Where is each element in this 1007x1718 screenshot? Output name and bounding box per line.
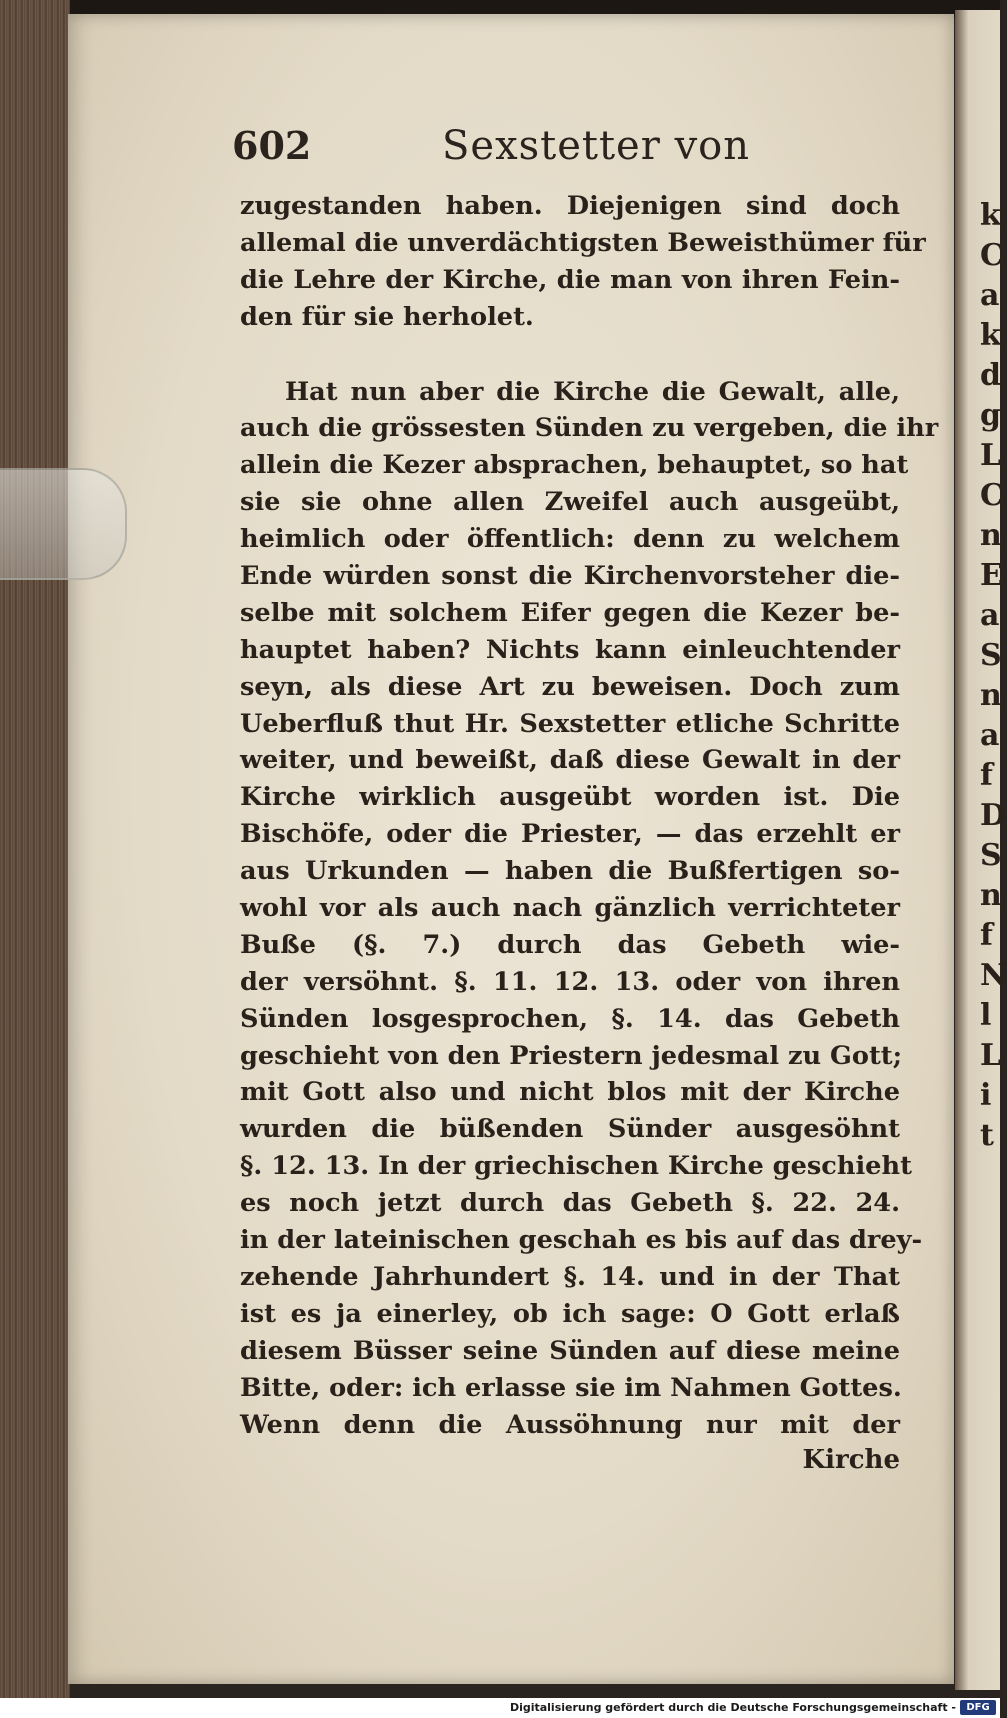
paragraph-2 <box>240 374 939 1444</box>
page-number: 602 <box>232 123 312 168</box>
facing-page-glyph: a <box>980 278 1000 313</box>
text-line: weiter, und beweißt, daß diese Gewalt in der <box>240 745 900 776</box>
facing-page-glyph: L <box>980 438 1002 473</box>
facing-page-glyph: C <box>980 238 1004 273</box>
text-line: auch die grössesten Sünden zu vergeben, die ihr <box>240 413 939 444</box>
facing-page-glyph: t <box>980 1118 994 1153</box>
facing-page-glyph: f <box>980 758 993 793</box>
facing-page-glyph: E <box>980 558 1003 593</box>
facing-page-glyph: S <box>980 838 1002 873</box>
dfg-logo: DFG <box>960 1700 996 1715</box>
text-line: selbe mit solchem Eifer gegen die Kezer be- <box>240 597 900 628</box>
text-line: wurden die büßenden Sünder ausgesöhnt <box>240 1114 900 1145</box>
book-page-edges <box>0 0 70 1718</box>
facing-page-glyph: C <box>980 478 1004 513</box>
text-line: Sünden losgesprochen, §. 14. das Gebeth <box>240 1003 900 1034</box>
text-line: die Lehre der Kirche, die man von ihren Fein- <box>240 264 900 295</box>
text-line: zehende Jahrhundert §. 14. und in der That <box>240 1261 900 1292</box>
text-line: sie sie ohne allen Zweifel auch ausgeübt, <box>240 487 900 518</box>
text-line: Kirche wirklich ausgeübt worden ist. Die <box>240 782 900 813</box>
text-line: diesem Büsser seine Sünden auf diese meine <box>240 1335 900 1366</box>
facing-page-glyph: n <box>980 878 1002 913</box>
facing-page-glyph: k <box>980 198 1001 233</box>
text-line: hauptet haben? Nichts kann einleuchtender <box>240 634 900 665</box>
text-line: zugestanden haben. Diejenigen sind doch <box>240 191 900 221</box>
facing-page-glyph: n <box>980 518 1002 553</box>
text-line: heimlich oder öffentlich: denn zu welchem <box>240 524 900 555</box>
facing-page-glyph: n <box>980 678 1002 713</box>
facing-page-glyph: L <box>980 1038 1002 1073</box>
facing-page-glyph: g <box>980 398 1001 433</box>
text-line: in der lateinischen geschah es bis auf das drey- <box>240 1225 923 1256</box>
text-line: Buße (§. 7.) durch das Gebeth wie- <box>240 929 900 960</box>
facing-page-glyph: S <box>980 638 1002 673</box>
text-line: Bitte, oder: ich erlasse sie im Nahmen Gottes. <box>240 1372 902 1403</box>
text-line: ist es ja einerley, ob ich sage: O Gott erlaß <box>240 1298 900 1329</box>
facing-page-glyph: a <box>980 598 1000 633</box>
text-line: aus Urkunden — haben die Bußfertigen so- <box>240 856 900 887</box>
facing-page-glyph: l <box>980 998 992 1033</box>
facing-page-fragments <box>980 196 1007 1156</box>
page-clip <box>0 468 127 580</box>
text-line: seyn, als diese Art zu beweisen. Doch zum <box>240 671 900 702</box>
facing-page-glyph: i <box>980 1078 992 1113</box>
text-line: den für sie herholet. <box>240 301 534 332</box>
text-line: wohl vor als auch nach gänzlich verrichteter <box>240 893 900 924</box>
facing-page-glyph: f <box>980 918 993 953</box>
text-line: allein die Kezer absprachen, behauptet, so hat <box>240 450 909 481</box>
text-line: mit Gott also und nicht blos mit der Kirche <box>240 1077 900 1108</box>
text-line: es noch jetzt durch das Gebeth §. 22. 24. <box>240 1188 900 1219</box>
facing-page-glyph: D <box>980 798 1007 833</box>
text-line: Wenn denn die Aussöhnung nur mit der <box>240 1409 900 1440</box>
page-header <box>232 118 912 178</box>
facing-page-glyph: N <box>980 958 1007 993</box>
facing-page-glyph: k <box>980 318 1001 353</box>
digitization-credit: Digitalisierung gefördert durch die Deutsche Forschungsgemeinschaft - <box>509 1701 956 1714</box>
paragraph-1 <box>240 188 926 336</box>
catchword: Kirche <box>802 1445 900 1475</box>
text-line: Ueberfluß thut Hr. Sexstetter etliche Schritte <box>240 708 900 739</box>
facing-page-glyph: d <box>980 358 1001 393</box>
page-body <box>240 188 939 1443</box>
facing-page-glyph: a <box>980 718 1000 753</box>
text-line: Ende würden sonst die Kirchenvorsteher die- <box>240 561 900 592</box>
text-line: Hat nun aber die Kirche die Gewalt, alle, <box>285 376 900 407</box>
text-line: §. 12. 13. In der griechischen Kirche geschieht <box>240 1151 912 1182</box>
text-line: der versöhnt. §. 11. 12. 13. oder von ihren <box>240 966 900 997</box>
text-line: Bischöfe, oder die Priester, — das erzehlt er <box>240 819 900 850</box>
text-line: allemal die unverdächtigsten Beweisthümer für <box>240 227 926 258</box>
running-head: Sexstetter von <box>442 123 751 169</box>
text-line: geschieht von den Priestern jedesmal zu Gott; <box>240 1040 903 1071</box>
